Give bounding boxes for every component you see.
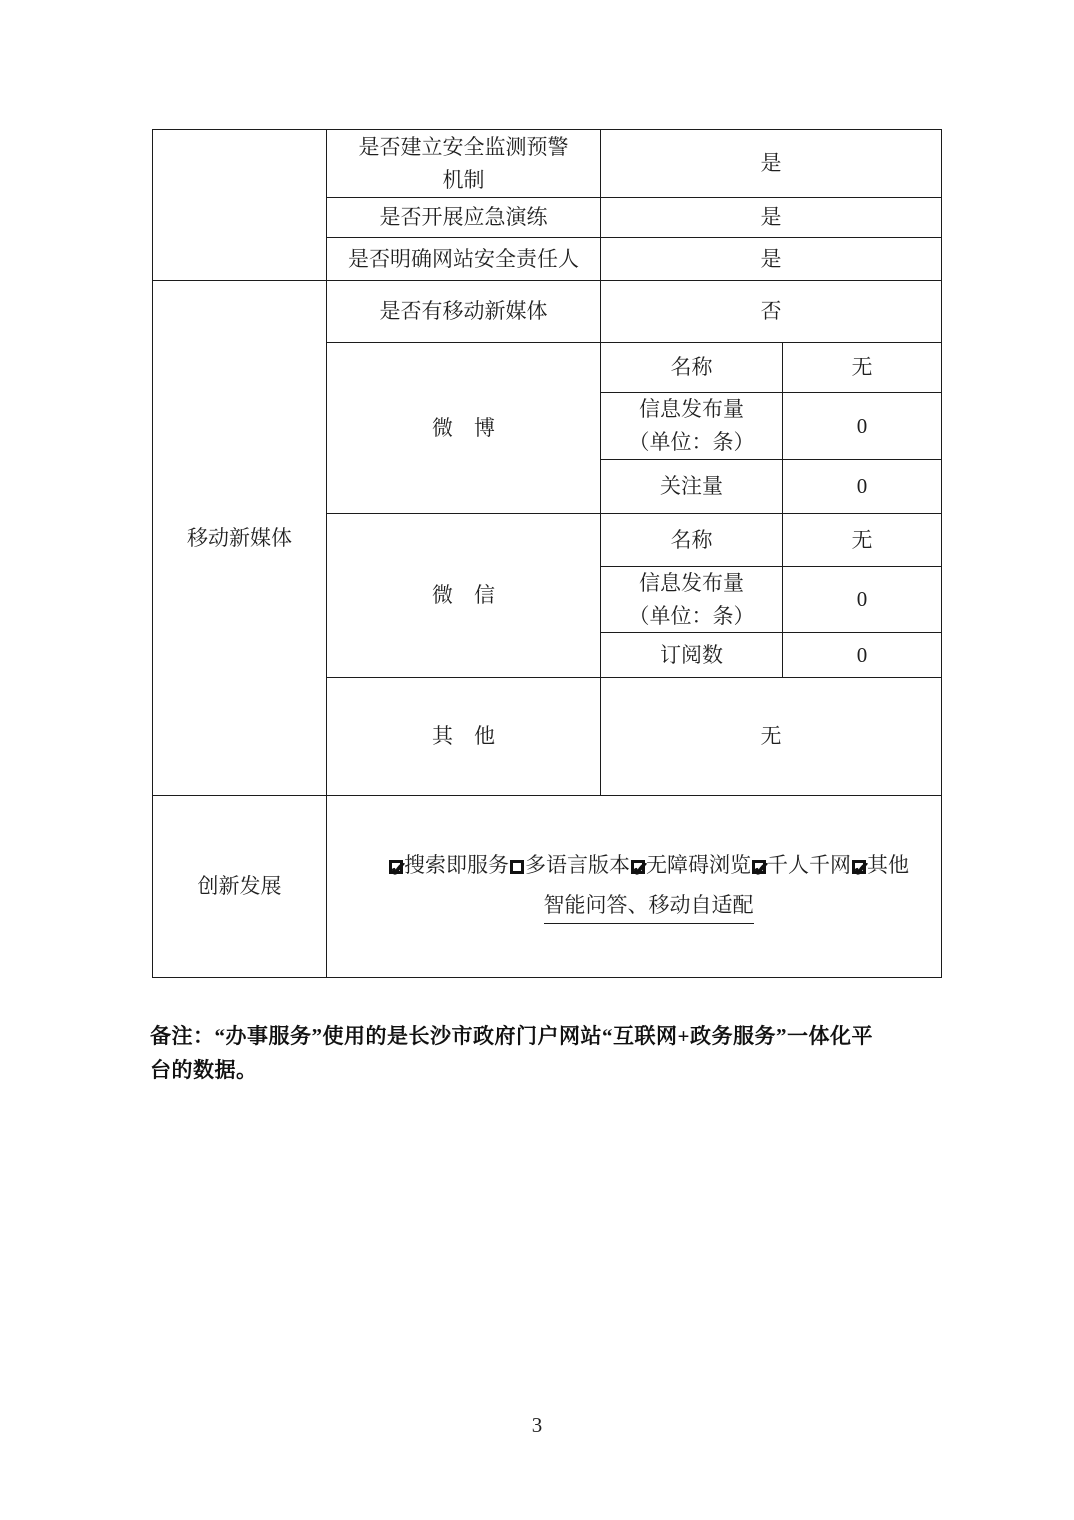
cell-value: 无 — [783, 514, 942, 567]
checkbox-label: 其他 — [867, 853, 909, 878]
footnote-line: 备注：“办事服务”使用的是长沙市政府门户网站“互联网+政务服务”一体化平 — [150, 1024, 873, 1048]
innovation-other-detail-wrap — [366, 882, 931, 925]
report-table — [152, 129, 942, 978]
cell-label: 是否明确网站安全责任人 — [327, 238, 601, 281]
checkbox-accessibility-icon — [631, 860, 645, 874]
footnote-line: 台的数据。 — [150, 1058, 258, 1083]
cell-value: 0 — [783, 393, 942, 460]
cell-label: 是否开展应急演练 — [327, 198, 601, 238]
cell-value: 无 — [601, 678, 942, 796]
cell-value: 是 — [601, 130, 942, 198]
cell-label: 关注量 — [601, 460, 783, 514]
page-number: 3 — [531, 1413, 543, 1437]
checkbox-other-icon — [852, 860, 866, 874]
checkbox-search-as-service-icon — [389, 860, 403, 874]
cell-label — [601, 393, 783, 460]
subcategory-cell-weibo: 微 博 — [327, 343, 601, 514]
table-row — [153, 130, 942, 198]
cell-value: 否 — [601, 281, 942, 343]
table-row — [153, 796, 942, 978]
cell-label: 是否有移动新媒体 — [327, 281, 601, 343]
table-row — [153, 281, 942, 343]
label-line: 机制 — [442, 167, 485, 192]
checkbox-label: 搜索即服务 — [404, 853, 509, 878]
cell-value: 是 — [601, 198, 942, 238]
cell-label: 名称 — [601, 343, 783, 393]
cell-label: 订阅数 — [601, 633, 783, 678]
cell-value: 0 — [783, 460, 942, 514]
checkbox-personalized-icon — [752, 860, 766, 874]
cell-value: 0 — [783, 633, 942, 678]
cell-label — [327, 130, 601, 198]
subcategory-cell-wechat: 微 信 — [327, 514, 601, 678]
cell-value: 无 — [783, 343, 942, 393]
innovation-other-detail: 智能问答、移动自适配 — [544, 889, 754, 925]
label-line: 是否建立安全监测预警 — [358, 134, 569, 159]
cell-value: 0 — [783, 567, 942, 633]
footnote — [150, 1019, 936, 1087]
checkbox-label: 多语言版本 — [525, 853, 630, 878]
subcategory-cell-other: 其 他 — [327, 678, 601, 796]
label-line: 信息发布量 — [639, 397, 744, 422]
checkbox-label: 千人千网 — [767, 853, 851, 878]
cell-value: 是 — [601, 238, 942, 281]
cell-label — [601, 567, 783, 633]
checkbox-multilingual-icon — [510, 860, 524, 874]
label-line: 信息发布量 — [639, 571, 744, 595]
checkbox-label: 无障碍浏览 — [646, 853, 751, 878]
label-line: （单位：条） — [628, 430, 755, 454]
checkbox-line — [366, 849, 931, 882]
category-cell-empty — [153, 130, 327, 281]
label-line: （单位：条） — [628, 603, 755, 628]
category-cell-innovation: 创新发展 — [153, 796, 327, 978]
category-cell-mobile-media: 移动新媒体 — [153, 281, 327, 796]
cell-label: 名称 — [601, 514, 783, 567]
innovation-content-cell — [327, 796, 942, 978]
